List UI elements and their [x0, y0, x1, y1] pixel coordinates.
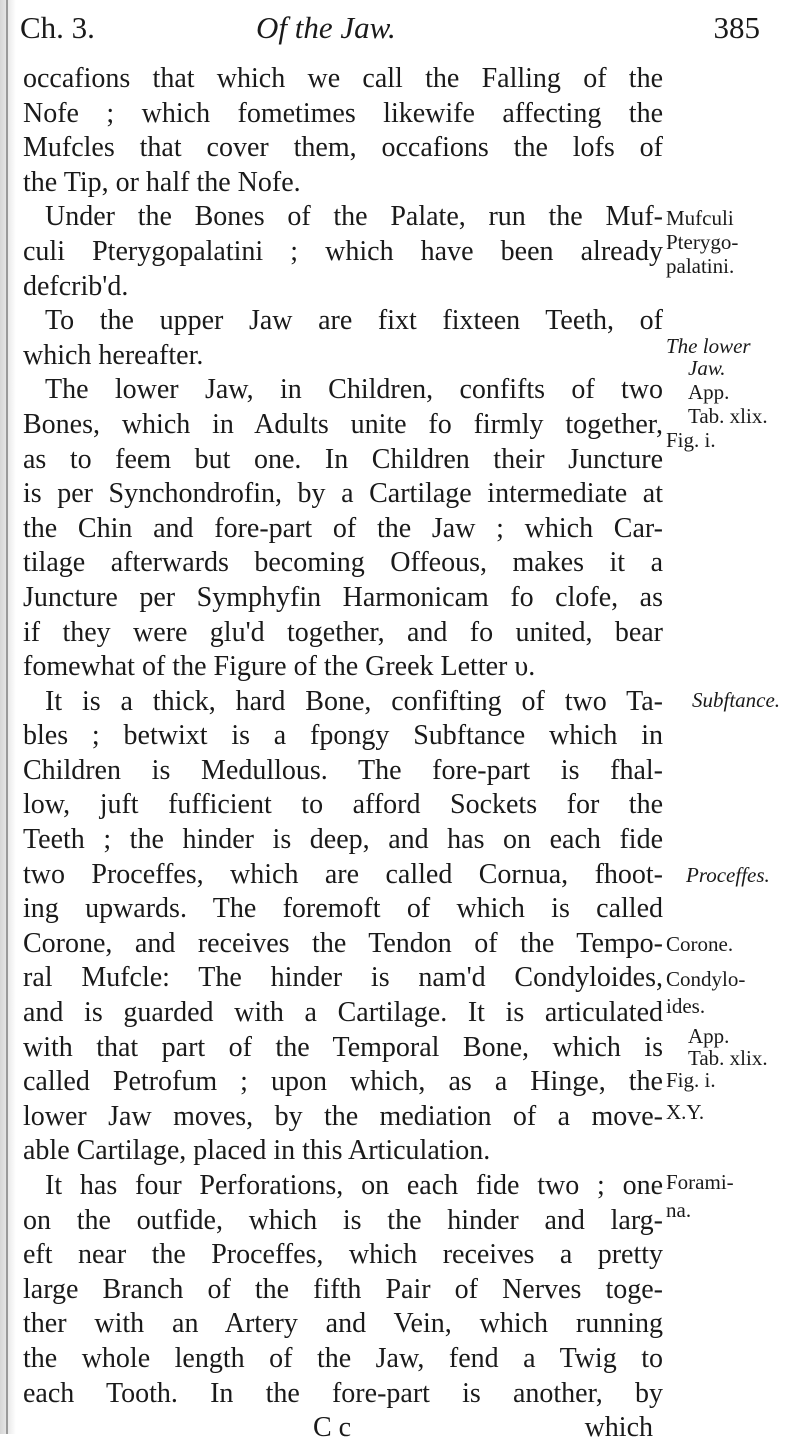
margin-note: Mufculi	[666, 206, 734, 230]
text-line: low, juft fufficient to afford Sockets for the	[23, 789, 663, 821]
margin-note: The lower	[666, 334, 751, 358]
text-line: large Branch of the fifth Pair of Nerves toge-	[23, 1273, 663, 1305]
text-line: Bones, which in Adults unite fo firmly together,	[23, 408, 663, 440]
text-line: is per Synchondrofin, by a Cartilage intermediate at	[23, 478, 663, 510]
running-head	[20, 10, 760, 54]
margin-note: Tab. xlix.	[688, 404, 768, 428]
text-line: fomewhat of the Figure of the Greek Letter υ.	[23, 651, 536, 683]
text-line: the whole length of the Jaw, fend a Twig to	[23, 1342, 663, 1374]
margin-note: X.Y.	[666, 1100, 705, 1124]
text-line: ing upwards. The foremoft of which is called	[23, 893, 663, 925]
text-line: defcrib'd.	[23, 270, 129, 302]
text-line: on the outfide, which is the hinder and larg-	[23, 1204, 663, 1236]
text-line: eft near the Proceffes, which receives a pretty	[23, 1239, 663, 1271]
text-line: lower Jaw moves, by the mediation of a move-	[23, 1100, 663, 1132]
text-line: Corone, and receives the Tendon of the Tempo-	[23, 927, 663, 959]
margin-note: App.	[688, 380, 730, 404]
margin-note: Fig. i.	[666, 1068, 716, 1092]
text-line: called Petrofum ; upon which, as a Hinge, the	[23, 1066, 663, 1098]
margin-note: na.	[666, 1198, 692, 1222]
margin-note: Fig. i.	[666, 428, 716, 452]
text-line: Under the Bones of the Palate, run the Muf-	[45, 201, 663, 233]
chapter-title: Of the Jaw.	[256, 10, 396, 45]
text-line: the Chin and fore-part of the Jaw ; which Car-	[23, 512, 663, 544]
text-line: Teeth ; the hinder is deep, and has on each fide	[23, 824, 663, 856]
margin-note: Condylo-	[666, 967, 746, 991]
text-line: as to feem but one. In Children their Juncture	[23, 443, 663, 475]
binding-gutter	[0, 0, 16, 1434]
text-line: bles ; betwixt is a fpongy Subftance which in	[23, 720, 663, 752]
text-line: each Tooth. In the fore-part is another, by	[23, 1377, 663, 1409]
text-line: if they were glu'd together, and fo united, bear	[23, 616, 663, 648]
text-line: and is guarded with a Cartilage. It is articulated	[23, 997, 663, 1029]
signature-line	[23, 1411, 663, 1446]
text-line: ther with an Artery and Vein, which running	[23, 1308, 663, 1340]
margin-note: Jaw.	[688, 356, 726, 380]
text-line: occafions that which we call the Falling of the	[23, 63, 663, 94]
margin-note: Tab. xlix.	[688, 1046, 768, 1070]
margin-note: Forami-	[666, 1170, 734, 1194]
margin-note: Subftance.	[692, 688, 781, 712]
margin-note: ides.	[666, 994, 706, 1018]
text-line: which hereafter.	[23, 339, 204, 371]
signature-mark: C c	[313, 1412, 352, 1444]
text-line: able Cartilage, placed in this Articulation.	[23, 1135, 491, 1167]
text-line: two Proceffes, which are called Cornua, fhoot-	[23, 858, 663, 890]
margin-note: App.	[688, 1024, 730, 1048]
page-number: 385	[713, 10, 760, 45]
body-text	[23, 62, 663, 1446]
text-line: To the upper Jaw are fixt fixteen Teeth, of	[45, 305, 663, 337]
margin-note: Pterygo-	[666, 230, 739, 254]
text-line: It has four Perforations, on each fide two ; one	[45, 1170, 663, 1201]
margin-note: Corone.	[666, 932, 734, 956]
gutter-rule	[6, 0, 8, 1434]
margin-note: Proceffes.	[686, 863, 770, 887]
text-line: Mufcles that cover them, occafions the lofs of	[23, 132, 663, 164]
text-line: Juncture per Symphyfin Harmonicam fo clofe, as	[23, 581, 663, 613]
margin-note: palatini.	[666, 254, 735, 278]
text-line: with that part of the Temporal Bone, which is	[23, 1031, 663, 1063]
text-line: Nofe ; which fometimes likewife affecting the	[23, 97, 663, 129]
text-line: the Tip, or half the Nofe.	[23, 166, 301, 198]
catchword: which	[584, 1412, 653, 1444]
text-line: tilage afterwards becoming Offeous, makes it a	[23, 547, 663, 579]
text-line: culi Pterygopalatini ; which have been already	[23, 235, 663, 267]
text-line: ral Mufcle: The hinder is nam'd Condyloides,	[23, 962, 663, 994]
text-line: It is a thick, hard Bone, confifting of two Ta-	[45, 685, 663, 717]
text-line: Children is Medullous. The fore-part is fhal-	[23, 754, 663, 786]
text-line: The lower Jaw, in Children, confifts of two	[45, 374, 663, 406]
chapter-label: Ch. 3.	[20, 10, 95, 45]
